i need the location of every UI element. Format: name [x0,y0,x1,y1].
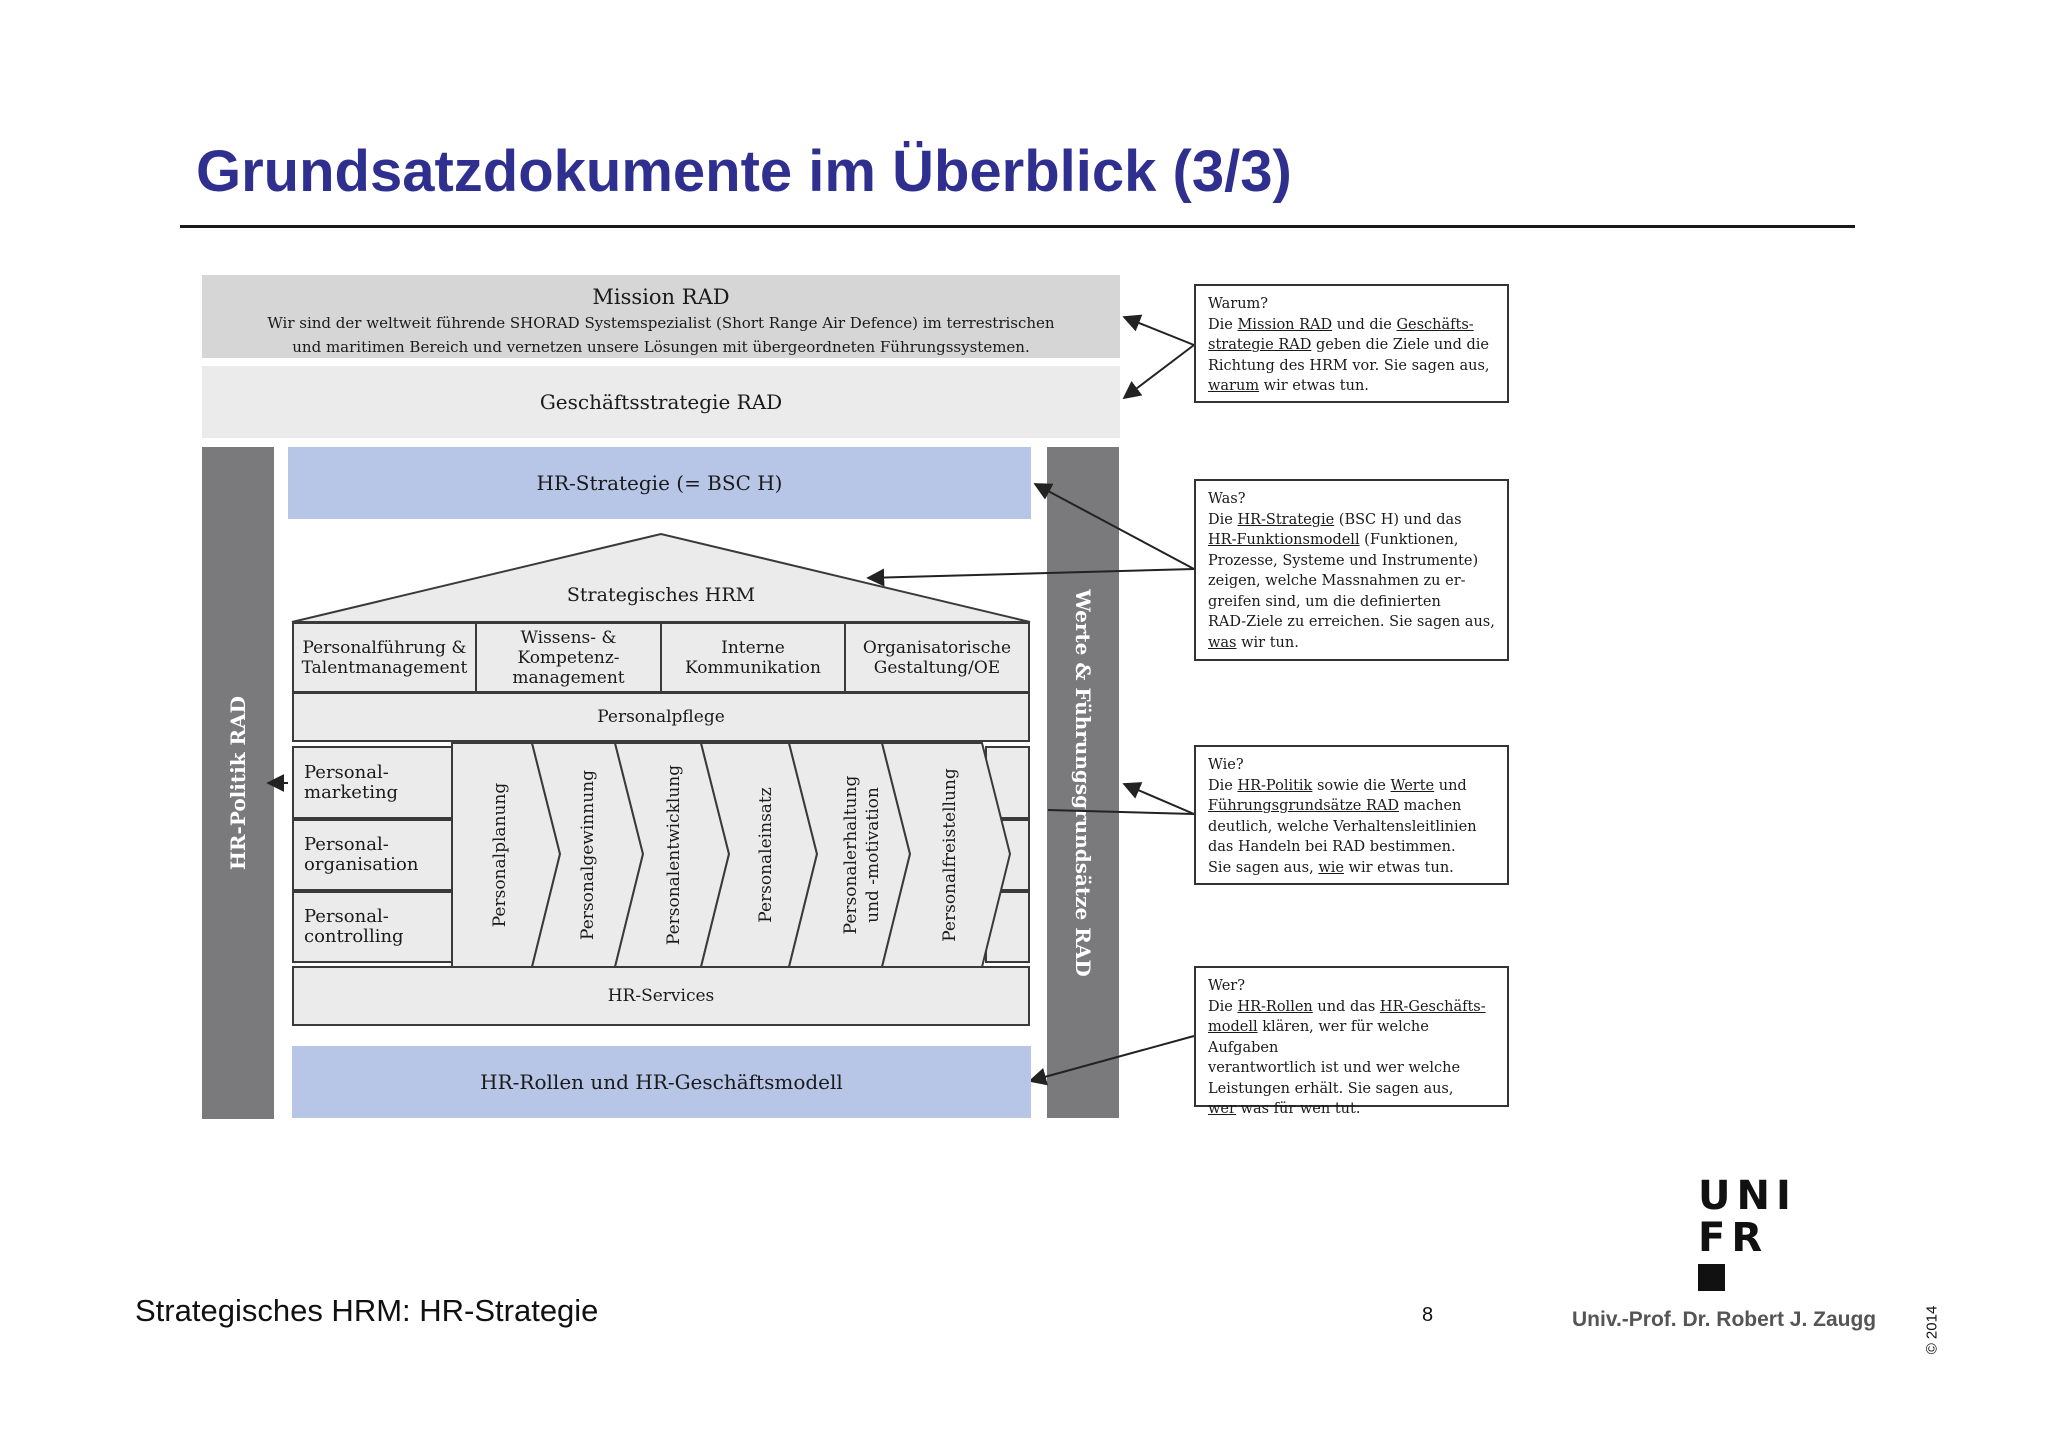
note-text: geben die Ziele und die [1311,337,1489,353]
copyright-notice: © 2014 [1923,1305,1941,1355]
mission-text-1: Wir sind der weltweit führende SHORAD Systemspezialist (Short Range Air Defence) im terrestrischen [267,314,1055,332]
note-keyword: wer [1208,1101,1236,1117]
note-text: Die [1208,511,1238,528]
field-line: Talentmanagement [301,657,468,678]
side-controlling [292,891,453,963]
note-text: und [1434,777,1467,794]
note-text: wir etwas tun. [1343,859,1454,876]
arrow-warum-mission [1124,317,1194,345]
note-keyword: HR-Geschäfts- [1379,998,1486,1015]
note-keyword: Geschäfts- [1396,316,1474,333]
process-line: Personalerhaltung [841,775,861,935]
note-text: Die [1208,998,1238,1015]
note-keyword: HR-Politik [1237,777,1313,794]
mission-title: Mission RAD [592,285,730,309]
page-number: 8 [1422,1304,1434,1326]
note-text: greifen sind, um die definierten [1208,593,1441,610]
field-personalfuehrung [292,622,477,693]
process-step-planung: Personalplanung [490,782,510,928]
note-text: RAD-Ziele zu erreichen. Sie sagen aus, [1208,614,1495,630]
note-keyword: Führungsgrundsätze RAD [1208,798,1399,814]
arrow-wer-roles [1030,1036,1194,1081]
process-line: und -motivation [863,787,883,923]
note-keyword: HR-Rollen [1237,998,1313,1015]
note-wie [1194,745,1509,885]
note-text: machen [1399,798,1462,814]
field-line: Interne [721,637,785,658]
personalpflege-band: Personalpflege [292,692,1030,742]
field-line: Kompetenz- [517,647,620,668]
note-text: sowie die [1312,777,1391,794]
arrow-was-hrstrategy [1035,484,1194,569]
arrow-wie-values [1124,784,1194,814]
side-line: controlling [304,926,404,947]
process-chevrons [450,742,1020,968]
business-strategy-band: Geschäftsstrategie RAD [202,366,1120,438]
field-line: Personalführung & [302,637,467,658]
side-line: Personal- [304,834,389,855]
note-text: zeigen, welche Massnahmen zu er- [1208,573,1466,589]
field-line: management [512,667,625,688]
note-question: Wie? [1208,757,1244,773]
note-warum [1194,284,1509,403]
note-question: Wer? [1208,978,1246,994]
hr-roles-band: HR-Rollen und HR-Geschäftsmodell [292,1046,1031,1118]
note-keyword: warum [1208,378,1260,394]
footer-topic: Strategisches HRM: HR-Strategie [135,1293,599,1328]
note-text: deutlich, welche Verhaltensleitlinien [1208,818,1477,835]
field-line: Organisatorische [862,637,1012,658]
note-text: Die [1208,316,1238,333]
note-text: wir etwas tun. [1259,378,1369,394]
logo-line-1: UNI [1698,1173,1797,1219]
field-line: Gestaltung/OE [873,657,1001,678]
field-wissen [475,622,662,693]
note-text: und das [1312,998,1380,1015]
side-line: marketing [304,781,399,803]
note-keyword: wie [1318,859,1344,876]
note-keyword: Werte [1390,777,1435,794]
note-text: wir tun. [1236,634,1299,651]
note-was [1194,479,1509,661]
unifr-logo [1698,1173,1797,1291]
hr-strategy-band: HR-Strategie (= BSC H) [288,447,1031,519]
process-step-freistellung: Personalfreistellung [940,768,960,942]
note-text: (Funktionen, [1359,532,1459,548]
note-text: und die [1332,316,1397,333]
note-keyword: Mission RAD [1237,316,1333,333]
field-kommunikation [660,622,846,693]
roof-shape [292,534,1030,622]
note-keyword: strategie RAD [1208,337,1312,353]
logo-line-2: FR [1698,1215,1769,1261]
note-keyword: HR-Funktionsmodell [1208,532,1360,548]
side-line: Personal- [304,906,389,927]
note-text: Sie sagen aus, [1208,859,1319,876]
note-text: (BSC H) und das [1334,511,1462,528]
field-line: Kommunikation [685,657,821,678]
note-text: Leistungen erhält. Sie sagen aus, [1208,1080,1454,1097]
arrow-was-strategic [868,569,1194,578]
note-text: klären, wer für welche Aufgaben [1208,1019,1429,1056]
note-text: was für wen tut. [1235,1101,1361,1117]
process-step-gewinnung: Personalgewinnung [578,770,598,940]
footer-author: Univ.-Prof. Dr. Robert J. Zaugg [1572,1308,1877,1331]
note-question: Warum? [1208,296,1269,312]
side-line: organisation [304,854,419,875]
note-text: Die [1208,777,1238,794]
slide-title: Grundsatzdokumente im Überblick (3/3) [196,139,1292,204]
note-keyword: was [1208,634,1237,651]
process-step-entwicklung: Personalentwicklung [664,764,684,946]
note-text: Richtung des HRM vor. Sie sagen aus, [1208,357,1490,374]
hr-services-band: HR-Services [292,966,1030,1026]
note-text: das Handeln bei RAD bestimmen. [1208,839,1456,855]
process-step-erhaltung [840,776,884,935]
right-pillar-label: Werte & Führungsgrundsätze RAD [1071,588,1095,977]
arrow-warum-strategy [1124,345,1194,398]
side-line: Personal- [304,761,389,783]
side-marketing [292,746,453,819]
note-text: Prozesse, Systeme und Instrumente) [1208,552,1479,569]
field-organisation [844,622,1030,693]
note-keyword: HR-Strategie [1237,511,1335,528]
side-organisation [292,819,453,891]
mission-text-2: und maritimen Bereich und vernetzen unsere Lösungen mit übergeordneten Führungssystemen. [292,338,1030,356]
roof-label: Strategisches HRM [566,584,756,606]
arrow-wie-policy-line [1048,810,1194,814]
note-text: verantwortlich ist und wer welche [1208,1060,1461,1076]
note-keyword: modell [1208,1019,1258,1035]
note-wer [1194,966,1509,1117]
logo-square [1698,1264,1725,1291]
field-line: Wissens- & [520,627,617,648]
note-question: Was? [1208,491,1246,507]
process-step-einsatz: Personaleinsatz [756,787,776,923]
left-pillar-label: HR-Politik RAD [226,696,250,870]
